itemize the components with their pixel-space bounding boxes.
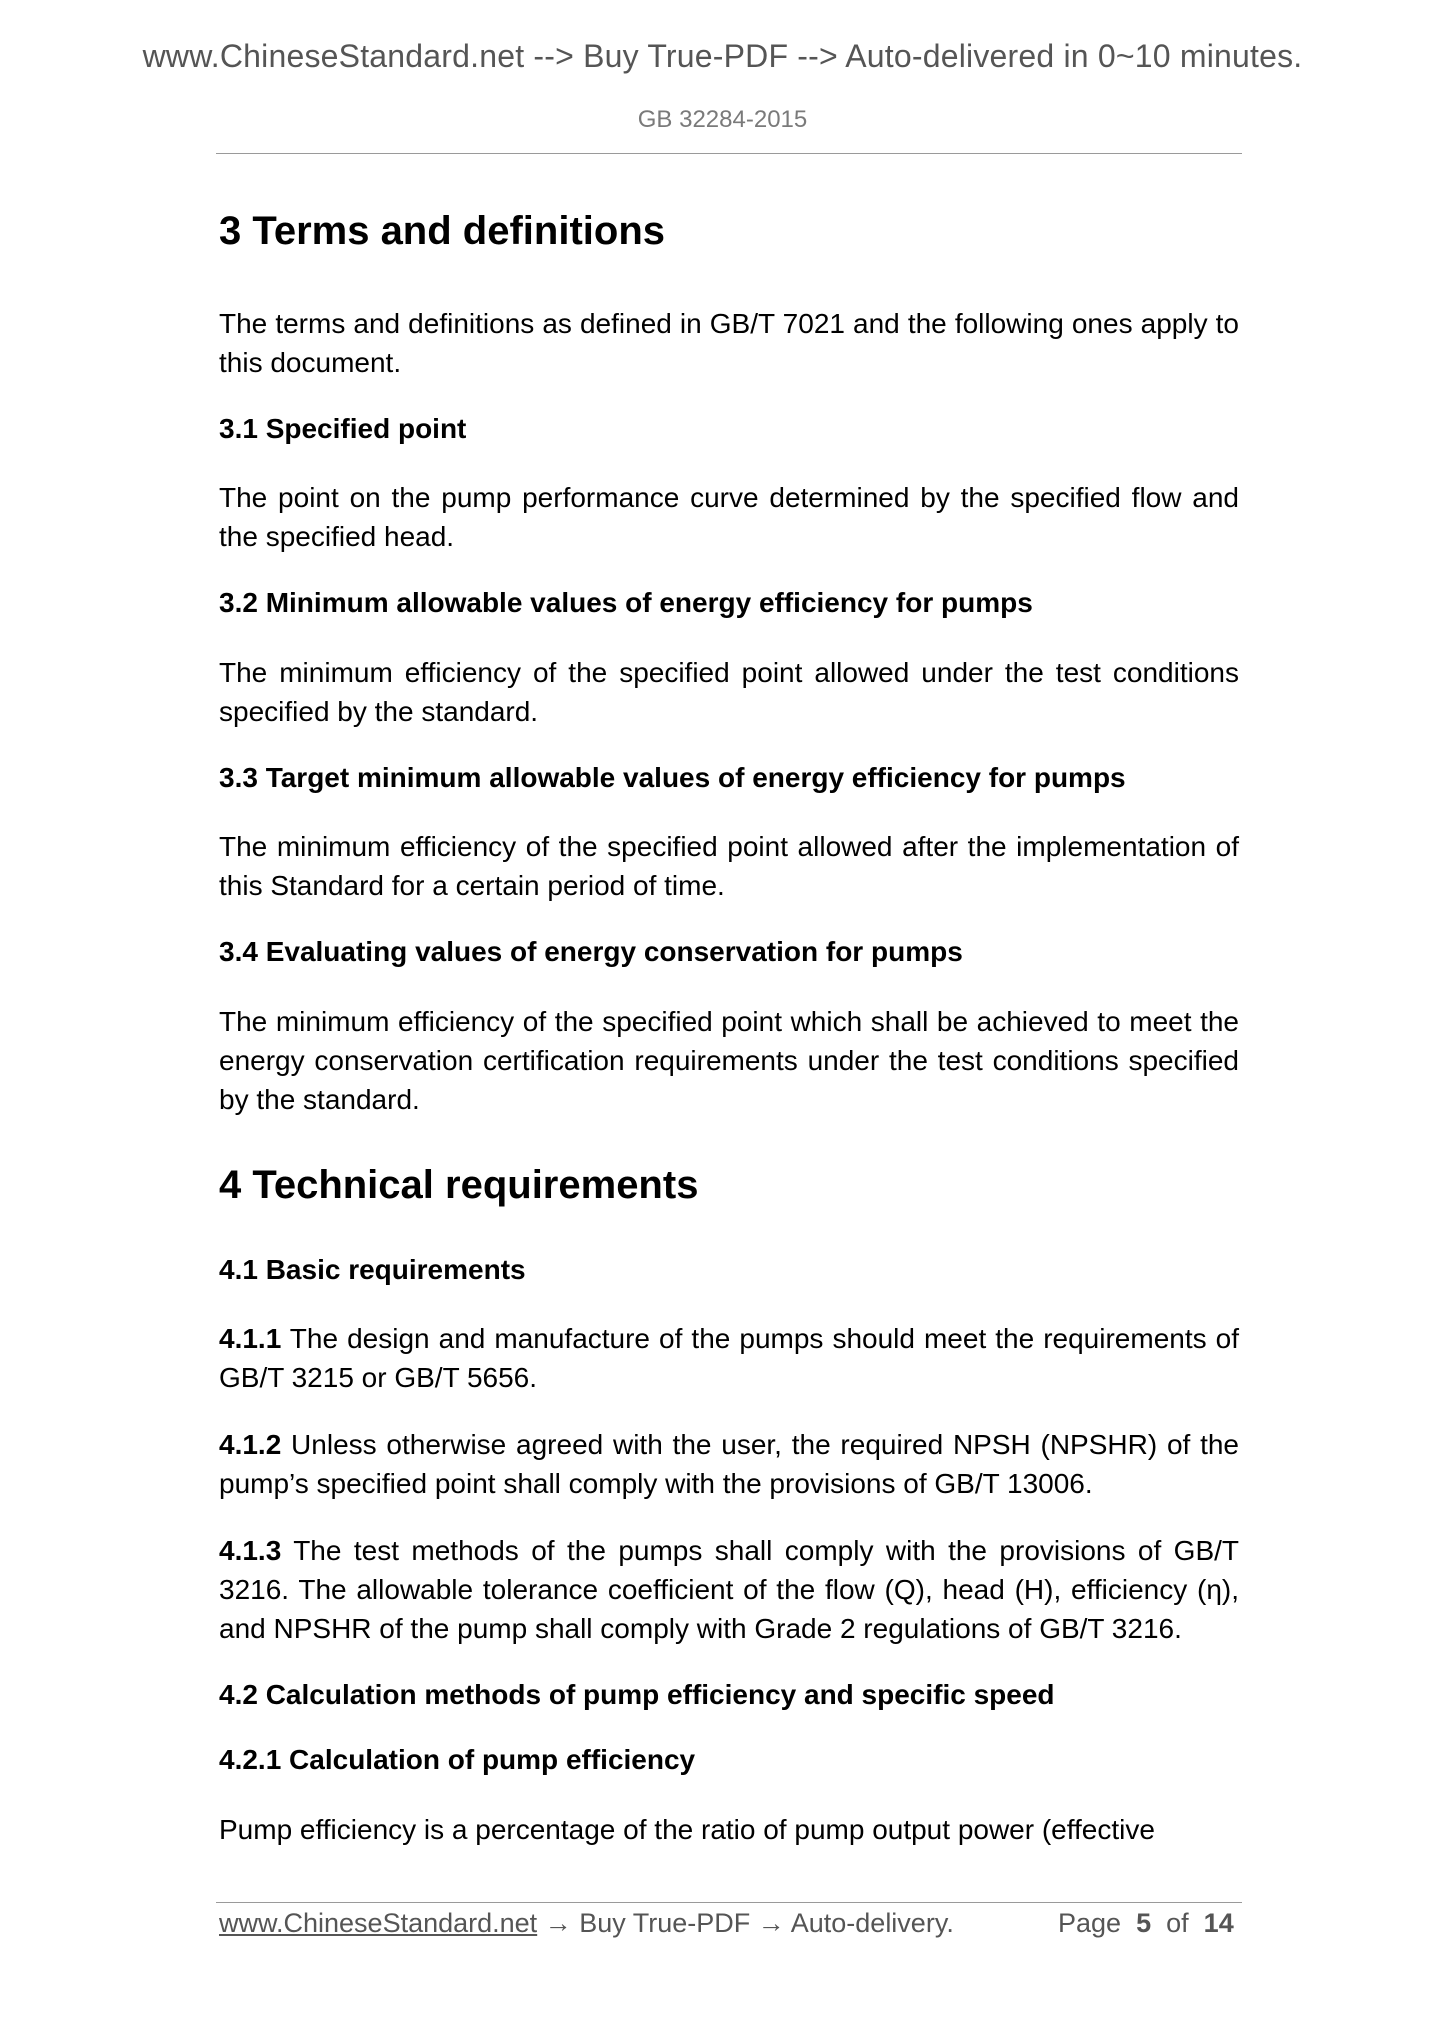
footer-site-link[interactable]: www.ChineseStandard.net bbox=[219, 1908, 538, 1938]
term-3-3-definition: The minimum efficiency of the specified point allowed after the implementation of this Standard for a certain period of time. bbox=[219, 831, 1239, 902]
clause-4-1-heading: 4.1 Basic requirements bbox=[219, 1253, 526, 1285]
clause-4-1-3-number: 4.1.3 bbox=[219, 1534, 282, 1566]
header-banner: www.ChineseStandard.net --> Buy True-PDF --> Auto-delivered in 0~10 minutes. bbox=[142, 38, 1303, 74]
footer-divider bbox=[216, 1902, 1242, 1903]
clause-4-1-2-text: Unless otherwise agreed with the user, the required NPSH (NPSHR) of the pump’s specified point shall comply with the provisions of GB/T 13006. bbox=[219, 1428, 1239, 1499]
section-3-intro: The terms and definitions as defined in GB/T 7021 and the following ones apply to this document. bbox=[219, 308, 1239, 378]
clause-4-1-1 bbox=[219, 1319, 1239, 1397]
term-3-2-definition: The minimum efficiency of the specified point allowed under the test conditions specified by the standard. bbox=[219, 656, 1239, 727]
clause-4-2-1-text: Pump efficiency is a percentage of the ratio of pump output power (effective bbox=[219, 1813, 1155, 1845]
page-number: 5 bbox=[1136, 1908, 1152, 1938]
clause-4-2-1-heading: 4.2.1 Calculation of pump efficiency bbox=[219, 1744, 696, 1776]
document-code: GB 32284-2015 bbox=[637, 106, 808, 133]
clause-4-1-1-text: The design and manufacture of the pumps should meet the requirements of GB/T 3215 or GB/T 5656. bbox=[219, 1322, 1239, 1393]
clause-4-1-3 bbox=[219, 1531, 1239, 1648]
clause-4-2-heading: 4.2 Calculation methods of pump efficiency and specific speed bbox=[219, 1678, 1055, 1710]
term-3-4-heading: 3.4 Evaluating values of energy conservation for pumps bbox=[219, 936, 963, 968]
clause-4-1-2-number: 4.1.2 bbox=[219, 1428, 282, 1460]
page-total: 14 bbox=[1203, 1908, 1234, 1938]
clause-4-1-2 bbox=[219, 1425, 1239, 1503]
page-label: Page bbox=[1058, 1908, 1122, 1938]
term-3-4-definition: The minimum efficiency of the specified point which shall be achieved to meet the energy conservation certification requirements under the test conditions specified by the standard. bbox=[219, 1005, 1239, 1115]
term-3-1-heading: 3.1 Specified point bbox=[219, 413, 467, 444]
page-content bbox=[219, 205, 1239, 1849]
footer-promo bbox=[219, 1908, 954, 1939]
of-label: of bbox=[1166, 1908, 1189, 1938]
section-4-title: 4 Technical requirements bbox=[219, 1162, 699, 1207]
term-3-1-definition: The point on the pump performance curve determined by the specified flow and the specified head. bbox=[219, 482, 1239, 553]
page-indicator bbox=[1058, 1908, 1234, 1939]
term-3-2-heading: 3.2 Minimum allowable values of energy efficiency for pumps bbox=[219, 587, 1033, 619]
header-divider bbox=[216, 153, 1242, 154]
footer-promo-text: → Buy True-PDF → Auto-delivery. bbox=[537, 1908, 954, 1938]
clause-4-1-3-text: The test methods of the pumps shall comply with the provisions of GB/T 3216. The allowable tolerance coefficient of the flow (Q), head (H), efficiency (η), and NPSHR of the pump shall comply with Grade 2 regulations of GB/T 3216. bbox=[219, 1534, 1239, 1644]
section-3-title: 3 Terms and definitions bbox=[219, 209, 665, 253]
term-3-3-heading: 3.3 Target minimum allowable values of energy efficiency for pumps bbox=[219, 761, 1126, 793]
clause-4-1-1-number: 4.1.1 bbox=[219, 1322, 282, 1354]
